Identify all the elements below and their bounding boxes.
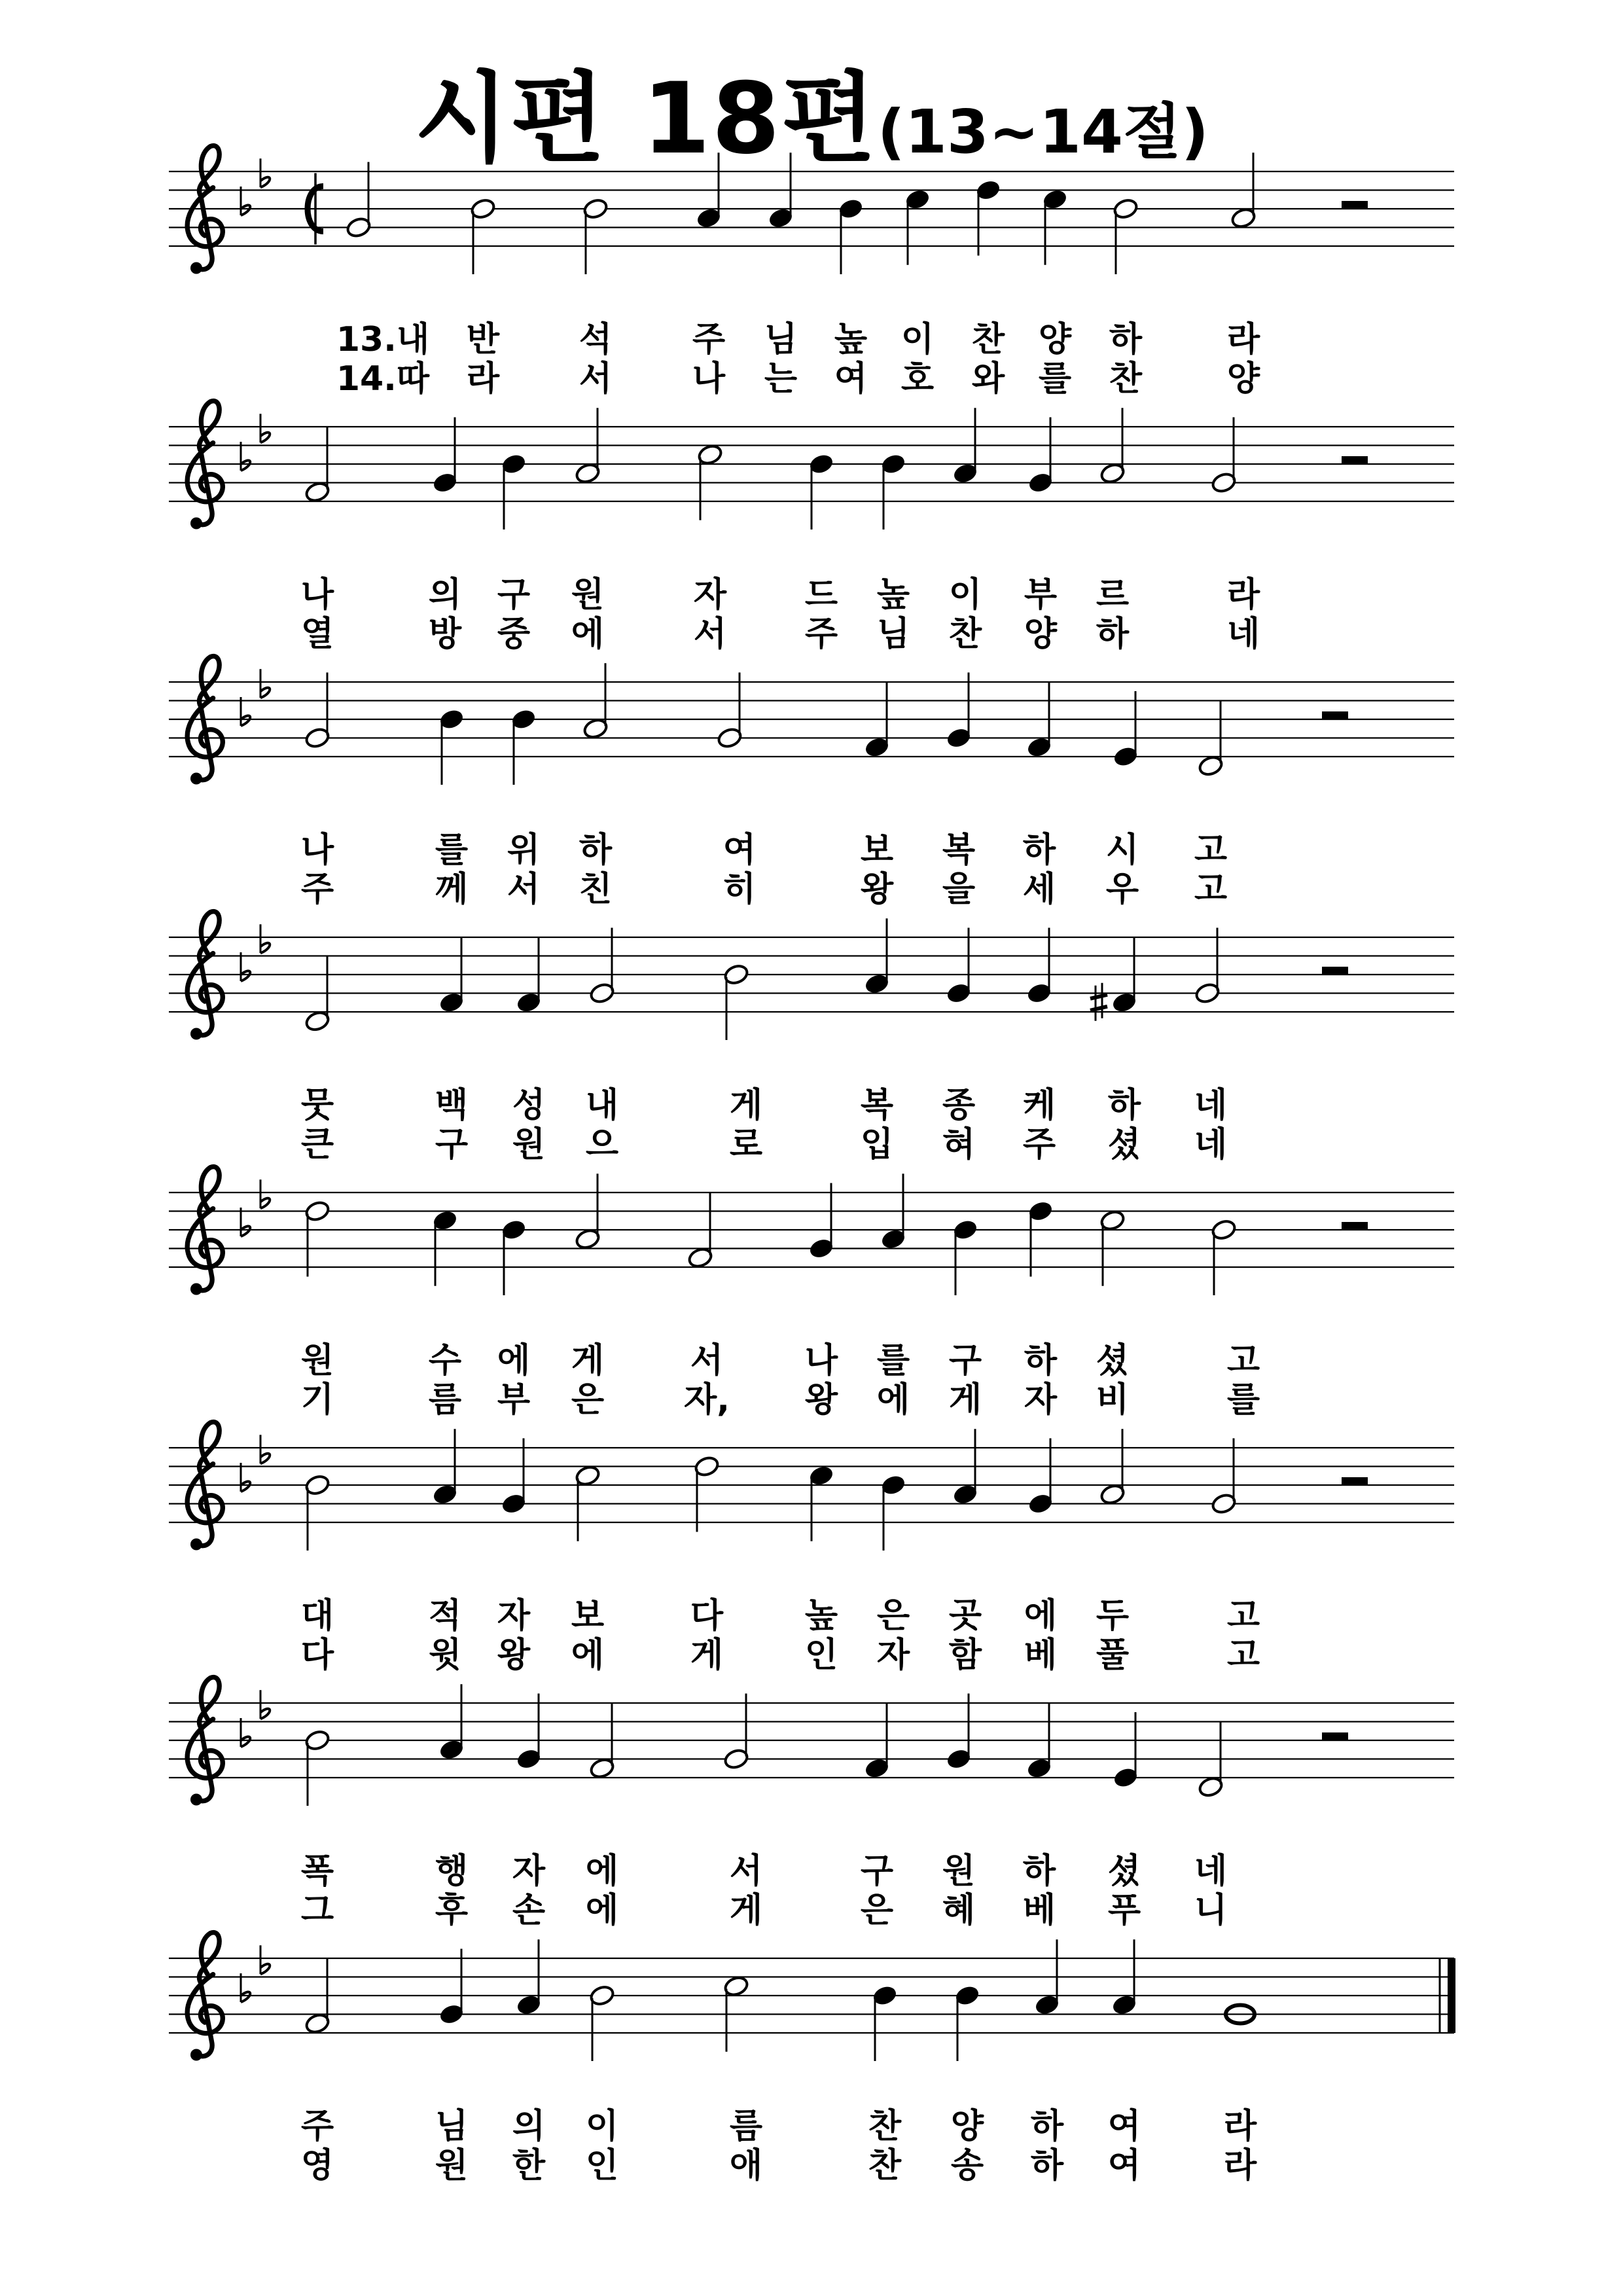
lyric-syllable: 주 [300,2107,334,2146]
quarter-note [1027,1439,1054,1515]
lyric-syllable: 열 [300,615,334,654]
lyric-syllable: 부 [497,1380,531,1420]
lyric-syllable: 네 [1194,1086,1228,1125]
lyric-syllable: 세 [1022,870,1056,909]
half-rest [1322,967,1348,975]
lyric-syllable: 손 [512,1891,546,1930]
lyric-syllable: 행 [435,1852,469,1891]
lyric-syllable: 님 [876,615,910,654]
quarter-note [438,708,465,785]
treble-clef-icon [187,1422,223,1546]
lyric-syllable: 에 [585,1891,619,1930]
half-note [589,1703,616,1780]
half-note [1099,1429,1126,1505]
quarter-note [808,453,835,529]
lyric-syllable: 성 [512,1086,546,1125]
lyric-syllable: 주 [692,320,726,359]
lyric-syllable: 종 [942,1086,976,1125]
quarter-note [501,453,527,529]
half-note [304,1474,331,1551]
half-note [1194,928,1221,1005]
lyric-syllable: 애 [729,2146,763,2185]
quarter-note [438,1684,465,1761]
lyric-syllable: 내 [585,1086,619,1125]
quarter-note [1113,1712,1139,1789]
lyric-syllable: 고 [1226,1636,1260,1675]
lyric-syllable: 셨 [1107,1125,1141,1164]
flat-icon [241,1973,250,2002]
lyric-syllable: 고 [1194,831,1228,870]
lyric-syllable: 폭 [300,1852,334,1891]
lyric-syllable: 여 [1107,2107,1141,2146]
lyric-syllable: 를 [876,1341,910,1380]
lyric-syllable: 게 [690,1636,724,1675]
quarter-note [1027,418,1054,494]
lyric-syllable: 윗 [428,1636,462,1675]
lyric-syllable: 하 [1096,615,1130,654]
staff-system [169,1422,1454,1675]
flat-icon [260,1179,270,1208]
staff-system [169,401,1454,654]
lyric-syllable: 하 [1030,2107,1064,2146]
treble-clef-icon [187,912,223,1035]
half-note [582,663,609,740]
lyric-syllable: 원 [571,575,605,615]
flat-icon [260,669,270,698]
lyric-syllable: 자 [497,1596,531,1636]
flat-icon [260,1435,270,1463]
lyric-syllable: 니 [1194,1891,1228,1930]
quarter-note [510,708,537,785]
lyric-syllable: 양 [1024,615,1058,654]
half-note [575,1464,601,1541]
lyric-syllable: 셨 [1107,1852,1141,1891]
lyric-syllable: 주 [804,615,838,654]
lyric-syllable: 부 [1024,575,1058,615]
half-note [304,1729,331,1806]
staff-system [169,146,1454,399]
lyric-syllable: 하 [1030,2146,1064,2185]
lyric-syllable: 라 [1226,320,1260,359]
half-note [304,427,331,503]
half-note [1099,1209,1126,1285]
quarter-note [864,918,891,995]
half-note [723,1694,750,1770]
flat-icon [241,1463,250,1492]
quarter-note [1042,188,1069,264]
half-note [1211,1219,1238,1295]
lyric-syllable: 호 [901,359,935,399]
quarter-note [432,1209,459,1285]
lyric-syllable: 높 [804,1596,838,1636]
lyric-syllable: 셨 [1096,1341,1130,1380]
quarter-note [432,418,459,494]
lyric-syllable: 하 [579,831,613,870]
quarter-note [952,1219,979,1295]
half-note [304,673,331,749]
flat-icon [241,1718,250,1747]
quarter-note [872,1984,899,2061]
treble-clef-dot [190,1794,202,1806]
quarter-note [1090,937,1137,1021]
lyric-syllable: 으 [585,1125,619,1164]
lyric-syllable: 찬 [971,320,1005,359]
quarter-note [946,673,972,749]
lyric-syllable: 위 [507,831,541,870]
quarter-note [880,1474,907,1551]
lyric-syllable: 하 [1107,1086,1141,1125]
lyric-syllable: 서 [729,1852,763,1891]
title-verses: (13~14절) [877,97,1209,167]
quarter-note [1034,1939,1061,2016]
lyric-syllable: 에 [1024,1596,1058,1636]
lyric-syllable: 찬 [868,2107,902,2146]
lyric-syllable: 큰 [300,1125,334,1164]
lyric-syllable: 하 [1022,1852,1056,1891]
quarter-note [808,1464,835,1541]
quarter-note [1026,928,1053,1005]
half-note [1198,1721,1224,1798]
lyric-syllable: 비 [1096,1380,1130,1420]
lyric-syllable: 대 [300,1596,334,1636]
lyric-syllable: 로 [729,1125,763,1164]
lyric-syllable: 친 [579,870,613,909]
half-note [1211,418,1238,494]
half-note [304,1958,331,2035]
quarter-note [438,937,465,1014]
lyric-syllable: 주 [1022,1125,1056,1164]
half-note [1113,198,1139,274]
flat-icon [260,924,270,953]
quarter-note [516,1939,543,2016]
quarter-note [432,1429,459,1505]
quarter-note [946,928,972,1005]
treble-clef-dot [190,262,202,274]
quarter-note [946,1694,972,1770]
half-note [1198,700,1224,777]
half-note [1230,152,1257,229]
lyric-syllable: 을 [942,870,976,909]
lyric-syllable: 적 [428,1596,462,1636]
lyric-syllable: 찬 [948,615,982,654]
half-note [697,443,724,520]
lyric-syllable: 원 [300,1341,334,1380]
treble-clef-dot [190,1539,202,1551]
lyric-syllable: 주 [300,870,334,909]
flat-icon [260,1690,270,1719]
lyric-syllable: 나 [300,831,334,870]
quarter-note [864,1703,891,1780]
lyric-syllable: 자 [693,575,727,615]
quarter-note [1113,691,1139,768]
half-note [694,1455,721,1532]
lyric-syllable: 반 [466,320,500,359]
quarter-note [1111,1939,1138,2016]
half-rest [1322,711,1348,719]
staff-system [169,656,1454,909]
treble-clef-icon [187,1167,223,1291]
lyric-syllable: 는 [764,359,798,399]
quarter-note [1027,1200,1054,1276]
flat-icon [260,158,270,187]
lyric-syllable: 혀 [942,1125,976,1164]
lyric-syllable: 자 [512,1852,546,1891]
lyric-syllable: 게 [948,1380,982,1420]
flat-icon [260,414,270,442]
half-rest [1342,1222,1368,1230]
lyric-syllable: 영 [300,2146,334,2185]
lyric-syllable: 케 [1022,1086,1056,1125]
quarter-note [768,152,794,229]
lyric-syllable: 기 [300,1380,334,1420]
lyric-syllable: 라 [1223,2146,1257,2185]
lyric-syllable: 네 [1194,1852,1228,1891]
lyric-syllable: 다 [300,1636,334,1675]
lyric-syllable: 보 [860,831,894,870]
half-note [582,198,609,274]
lyric-syllable: 은 [571,1380,605,1420]
lyric-syllable: 를 [1038,359,1072,399]
lyric-syllable: 왕 [804,1380,838,1420]
lyric-syllable: 자 [876,1636,910,1675]
lyric-syllable: 하 [1024,1341,1058,1380]
lyric-syllable: 두 [1096,1596,1130,1636]
treble-clef-dot [190,773,202,785]
lyric-syllable: 보 [571,1596,605,1636]
lyric-syllable: 에 [571,615,605,654]
lyric-syllable: 구 [860,1852,894,1891]
lyric-syllable: 다 [690,1596,724,1636]
staff-system [169,912,1454,1164]
treble-clef-icon [187,401,223,525]
quarter-note [516,937,543,1014]
quarter-note [952,408,979,484]
staff-system [169,1933,1455,2185]
lyric-syllable: 왕 [497,1636,531,1675]
lyric-syllable: 후 [435,1891,469,1930]
lyric-syllable: 에 [497,1341,531,1380]
lyric-syllable: 찬 [1109,359,1143,399]
lyric-syllable: 고 [1226,1596,1260,1636]
lyric-syllable: 름 [428,1380,462,1420]
lyric-syllable: 송 [950,2146,984,2185]
lyric-syllable: 름 [729,2107,763,2146]
lyric-syllable: 를 [1226,1380,1260,1420]
lyric-syllable: 고 [1194,870,1228,909]
lyric-syllable: 시 [1105,831,1139,870]
lyric-syllable: 나 [692,359,726,399]
lyric-syllable: 양 [950,2107,984,2146]
lyric-syllable: 원 [435,2146,469,2185]
lyric-syllable: 우 [1105,870,1139,909]
lyric-syllable: 에 [876,1380,910,1420]
lyric-syllable: 그 [300,1891,334,1930]
treble-clef-dot [190,1283,202,1295]
quarter-note [880,453,907,529]
lyric-syllable: 님 [435,2107,469,2146]
lyric-syllable: 와 [971,359,1005,399]
lyric-syllable: 뭇 [300,1086,334,1125]
lyric-syllable: 인 [804,1636,838,1675]
quarter-note [975,179,1002,255]
half-note [346,162,372,239]
treble-clef-icon [187,1933,223,2056]
sharp-icon [1090,983,1107,1021]
lyric-syllable: 높 [876,575,910,615]
treble-clef-icon [187,1677,223,1801]
lyric-syllable: 의 [512,2107,546,2146]
half-note [687,1193,714,1269]
lyric-syllable: 네 [1226,615,1260,654]
lyric-syllable: 원 [942,1852,976,1891]
lyric-syllable: 입 [860,1125,894,1164]
quarter-note [438,1949,465,2026]
lyric-syllable: 베 [1022,1891,1056,1930]
lyric-syllable: 서 [690,1341,724,1380]
lyric-syllable: 수 [428,1341,462,1380]
lyric-syllable: 양 [1226,359,1260,399]
quarter-note [880,1174,907,1250]
lyric-syllable: 13.내 [336,320,430,359]
lyric-syllable: 풀 [1096,1636,1130,1675]
lyric-syllable: 양 [1038,320,1072,359]
lyric-syllable: 하 [1109,320,1143,359]
lyric-syllable: 높 [834,320,868,359]
lyric-syllable: 은 [860,1891,894,1930]
lyric-syllable: 찬 [868,2146,902,2185]
treble-clef-icon [187,146,223,270]
lyric-syllable: 원 [512,1125,546,1164]
half-rest [1342,201,1368,209]
lyric-syllable: 한 [512,2146,546,2185]
lyric-syllable: 게 [729,1086,763,1125]
lyric-syllable: 여 [834,359,868,399]
lyric-syllable: 이 [901,320,935,359]
lyric-syllable: 서 [693,615,727,654]
half-note [589,928,616,1005]
lyric-syllable: 네 [1194,1125,1228,1164]
lyric-syllable: 자, [684,1380,730,1420]
lyric-syllable: 에 [571,1636,605,1675]
staff-system [169,1677,1454,1930]
quarter-note [516,1694,543,1770]
half-note [717,673,743,749]
treble-clef-dot [190,1028,202,1040]
quarter-note [904,188,931,264]
lyric-syllable: 곳 [948,1596,982,1636]
lyric-syllable: 서 [507,870,541,909]
lyric-syllable: 드 [804,575,838,615]
lyric-syllable: 라 [1226,575,1260,615]
half-rest [1342,1477,1368,1485]
treble-clef-icon [187,656,223,780]
lyric-syllable: 라 [466,359,500,399]
lyric-syllable: 자 [1024,1380,1058,1420]
lyric-syllable: 석 [579,320,613,359]
half-note [304,1200,331,1276]
half-note [723,1975,750,2051]
lyric-syllable: 나 [804,1341,838,1380]
staff-system [169,1167,1454,1420]
lyric-syllable: 게 [729,1891,763,1930]
half-note [575,1174,601,1250]
lyric-syllable: 함 [948,1636,982,1675]
lyric-syllable: 여 [722,831,757,870]
half-rest [1342,456,1368,464]
lyric-syllable: 중 [497,615,531,654]
lyric-syllable: 14.따 [336,359,430,399]
lyric-syllable: 의 [428,575,462,615]
lyric-syllable: 를 [435,831,469,870]
lyric-syllable: 고 [1226,1341,1260,1380]
quarter-note [838,198,865,274]
lyric-syllable: 에 [585,1852,619,1891]
half-note [723,963,750,1040]
half-note [575,408,601,484]
treble-clef-dot [190,518,202,529]
lyric-syllable: 하 [1022,831,1056,870]
lyric-syllable: 여 [1107,2146,1141,2185]
lyric-syllable: 혜 [942,1891,976,1930]
quarter-note [864,682,891,759]
quarter-note [808,1183,835,1260]
lyric-syllable: 이 [585,2107,619,2146]
lyric-syllable: 서 [579,359,613,399]
quarter-note [696,152,722,229]
half-rest [1322,1732,1348,1740]
lyric-syllable: 라 [1223,2107,1257,2146]
flat-icon [260,1945,270,1974]
title-main: 시편 18편 [414,62,878,176]
lyric-syllable: 게 [571,1341,605,1380]
treble-clef-dot [190,2049,202,2061]
quarter-note [1026,682,1053,759]
quarter-note [501,1219,527,1295]
lyric-syllable: 께 [435,870,469,909]
lyric-syllable: 은 [876,1596,910,1636]
quarter-note [1026,1703,1053,1780]
half-note [470,198,497,274]
half-note [304,956,331,1032]
lyric-syllable: 구 [948,1341,982,1380]
lyric-syllable: 왕 [860,870,894,909]
lyric-syllable: 님 [764,320,798,359]
lyric-syllable: 구 [435,1125,469,1164]
lyric-syllable: 히 [722,870,757,909]
lyric-syllable: 인 [585,2146,619,2185]
lyric-syllable: 이 [948,575,982,615]
half-note [1211,1439,1238,1515]
half-note [589,1984,616,2061]
quarter-note [952,1429,979,1505]
half-note [1099,408,1126,484]
lyric-syllable: 복 [860,1086,894,1125]
lyric-syllable: 방 [428,615,462,654]
quarter-note [501,1439,527,1515]
lyric-syllable: 복 [942,831,976,870]
lyric-syllable: 푸 [1107,1891,1141,1930]
lyric-syllable: 르 [1096,575,1130,615]
quarter-note [954,1984,981,2061]
final-barline-thick [1448,1958,1455,2033]
lyric-syllable: 나 [300,575,334,615]
lyric-syllable: 구 [497,575,531,615]
lyric-syllable: 베 [1024,1636,1058,1675]
lyric-syllable: 백 [435,1086,469,1125]
